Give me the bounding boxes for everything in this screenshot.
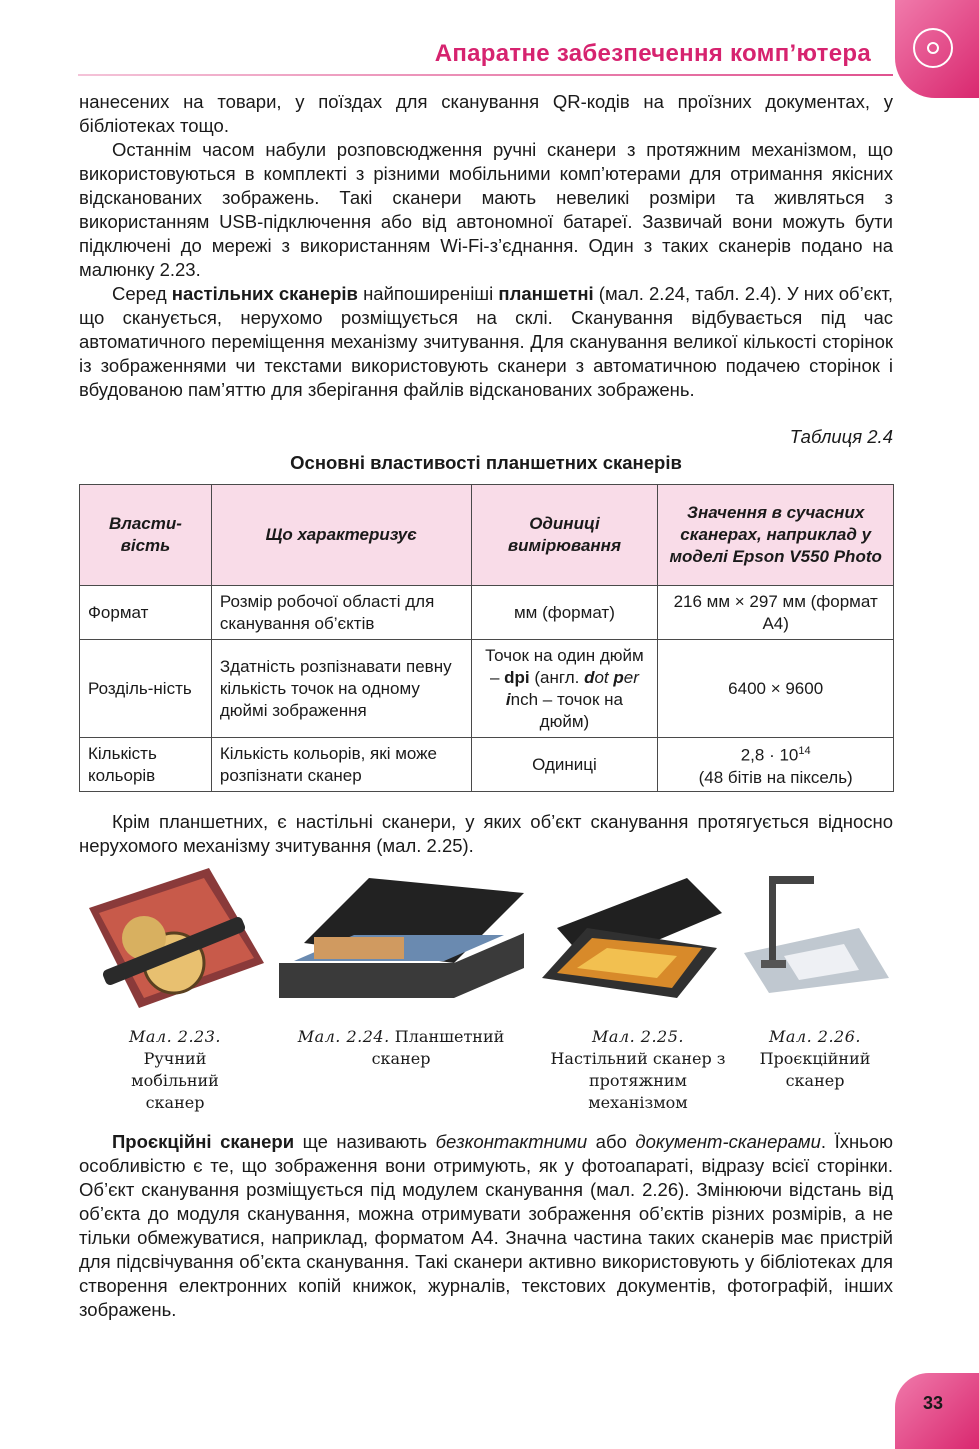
header-units: Одиниці вимірювання (471, 485, 658, 586)
paragraph-5: Проєкційні сканери ще називають безконтактними або документ-сканерами. Їхньою особливістю є те, що зображення вони отримують, як у фотоапараті, відразу всієї сторінки. Об’єкт сканування розміщується під модулем сканування (мал. 2.26). Змінюючи відстань від об’єкта до модуля сканування, можна отримувати зображення об’єктів різних розмірів, а не тільки обмежуватися, наприклад, форматом А4. Значна частина таких сканерів має пристрій для підсвічування об’єкта сканування. Такі сканери активно використовують у бібліотеках для створення електронних копій книжок, журналів, текстових документів, фотографій, інших зображень. (79, 1131, 893, 1320)
cell-desc: Здатність розпізнавати певну кількість точок на одному дюймі зображення (211, 640, 471, 738)
flatbed-scanner-image (274, 873, 529, 1003)
cell-unit: Точок на один дюйм – dpi (англ. dot per inch – точок на дюйм) (471, 640, 658, 738)
overhead-scanner-image (739, 868, 894, 993)
figure-caption-2-26: Мал. 2.26. Проєкційний сканер (759, 1027, 871, 1090)
cell-desc: Кількість кольорів, які може розпізнати сканер (211, 738, 471, 792)
cell-prop: Розділь-ність (80, 640, 212, 738)
corner-tab (895, 0, 979, 98)
header-property: Власти- вість (80, 485, 212, 586)
page-number-tab (895, 1373, 979, 1449)
table-title: Основні властивості планшетних сканерів (290, 452, 682, 473)
figure-caption-2-25: Мал. 2.25. Настільний сканер з протяжним механізмом (550, 1027, 726, 1112)
paragraph-3: Серед настільних сканерів найпоширеніші планшетні (мал. 2.24, табл. 2.4). У них об’єкт, що сканується, нерухомо розміщується на склі. Сканування відбувається під час автоматичного переміщення механізму зчитування. Для сканування великої кількості сторінок із зображеннями чи текстами використовують сканери з автоматичною подачею сторінок і вбудованою пам’яттю для зберігання файлів відсканованих зображень. (79, 283, 893, 400)
cell-value: 216 мм × 297 мм (формат А4) (658, 586, 894, 640)
cell-unit: мм (формат) (471, 586, 658, 640)
paragraph-2: Останнім часом набули розповсюдження ручні сканери з протяжним механізмом, що використовуються в комплекті з різними мобільними комп’ютерами для отримання якісних відсканованих зображень. Такі сканери мають невеликі розміри та живляться з використанням USB-підключення або від автономної батареї. Зазвичай вони можуть бути підключені до мережі з використанням Wi-Fi-з’єднання. Один з таких сканерів подано на малюнку 2.23. (79, 139, 893, 280)
paragraph-1: нанесених на товари, у поїздах для сканування QR-кодів на проїзних документах, у бібліотеках тощо. (79, 91, 893, 136)
chapter-title: Апаратне забезпечення комп’ютера (434, 40, 871, 67)
table-row (80, 738, 894, 792)
handheld-scanner-image (79, 868, 269, 1028)
cell-unit: Одиниці (471, 738, 658, 792)
table-row (80, 586, 894, 640)
page-number: 33 (923, 1393, 944, 1413)
figure-caption-2-24: Мал. 2.24. Планшетний сканер (297, 1027, 505, 1068)
properties-table (79, 484, 894, 792)
cell-prop: Формат (80, 586, 212, 640)
header-value: Значення в сучасних сканерах, наприклад у моделі Epson V550 Photo (658, 485, 894, 586)
header-divider (78, 74, 893, 76)
table-row (80, 640, 894, 738)
cell-desc: Розмір робочої області для сканування об’єктів (211, 586, 471, 640)
cell-prop: Кількість кольорів (80, 738, 212, 792)
sheetfed-scanner-image (537, 868, 727, 1003)
table-header-row (80, 485, 894, 586)
table-label: Таблиця 2.4 (789, 426, 893, 447)
cell-value: 6400 × 9600 (658, 640, 894, 738)
paragraph-4: Крім планшетних, є настільні сканери, у яких об’єкт сканування протягується відносно нерухомого механізму зчитування (мал. 2.25). (79, 811, 893, 856)
figures-row (79, 868, 894, 1028)
header-describes: Що характеризує (211, 485, 471, 586)
disc-icon (913, 28, 953, 68)
figure-caption-2-23: Мал. 2.23. Ручний мобільний сканер (129, 1027, 221, 1112)
cell-value: $2,8 \cdot 10^{14}$ (48 бітів на піксель) (658, 738, 894, 792)
